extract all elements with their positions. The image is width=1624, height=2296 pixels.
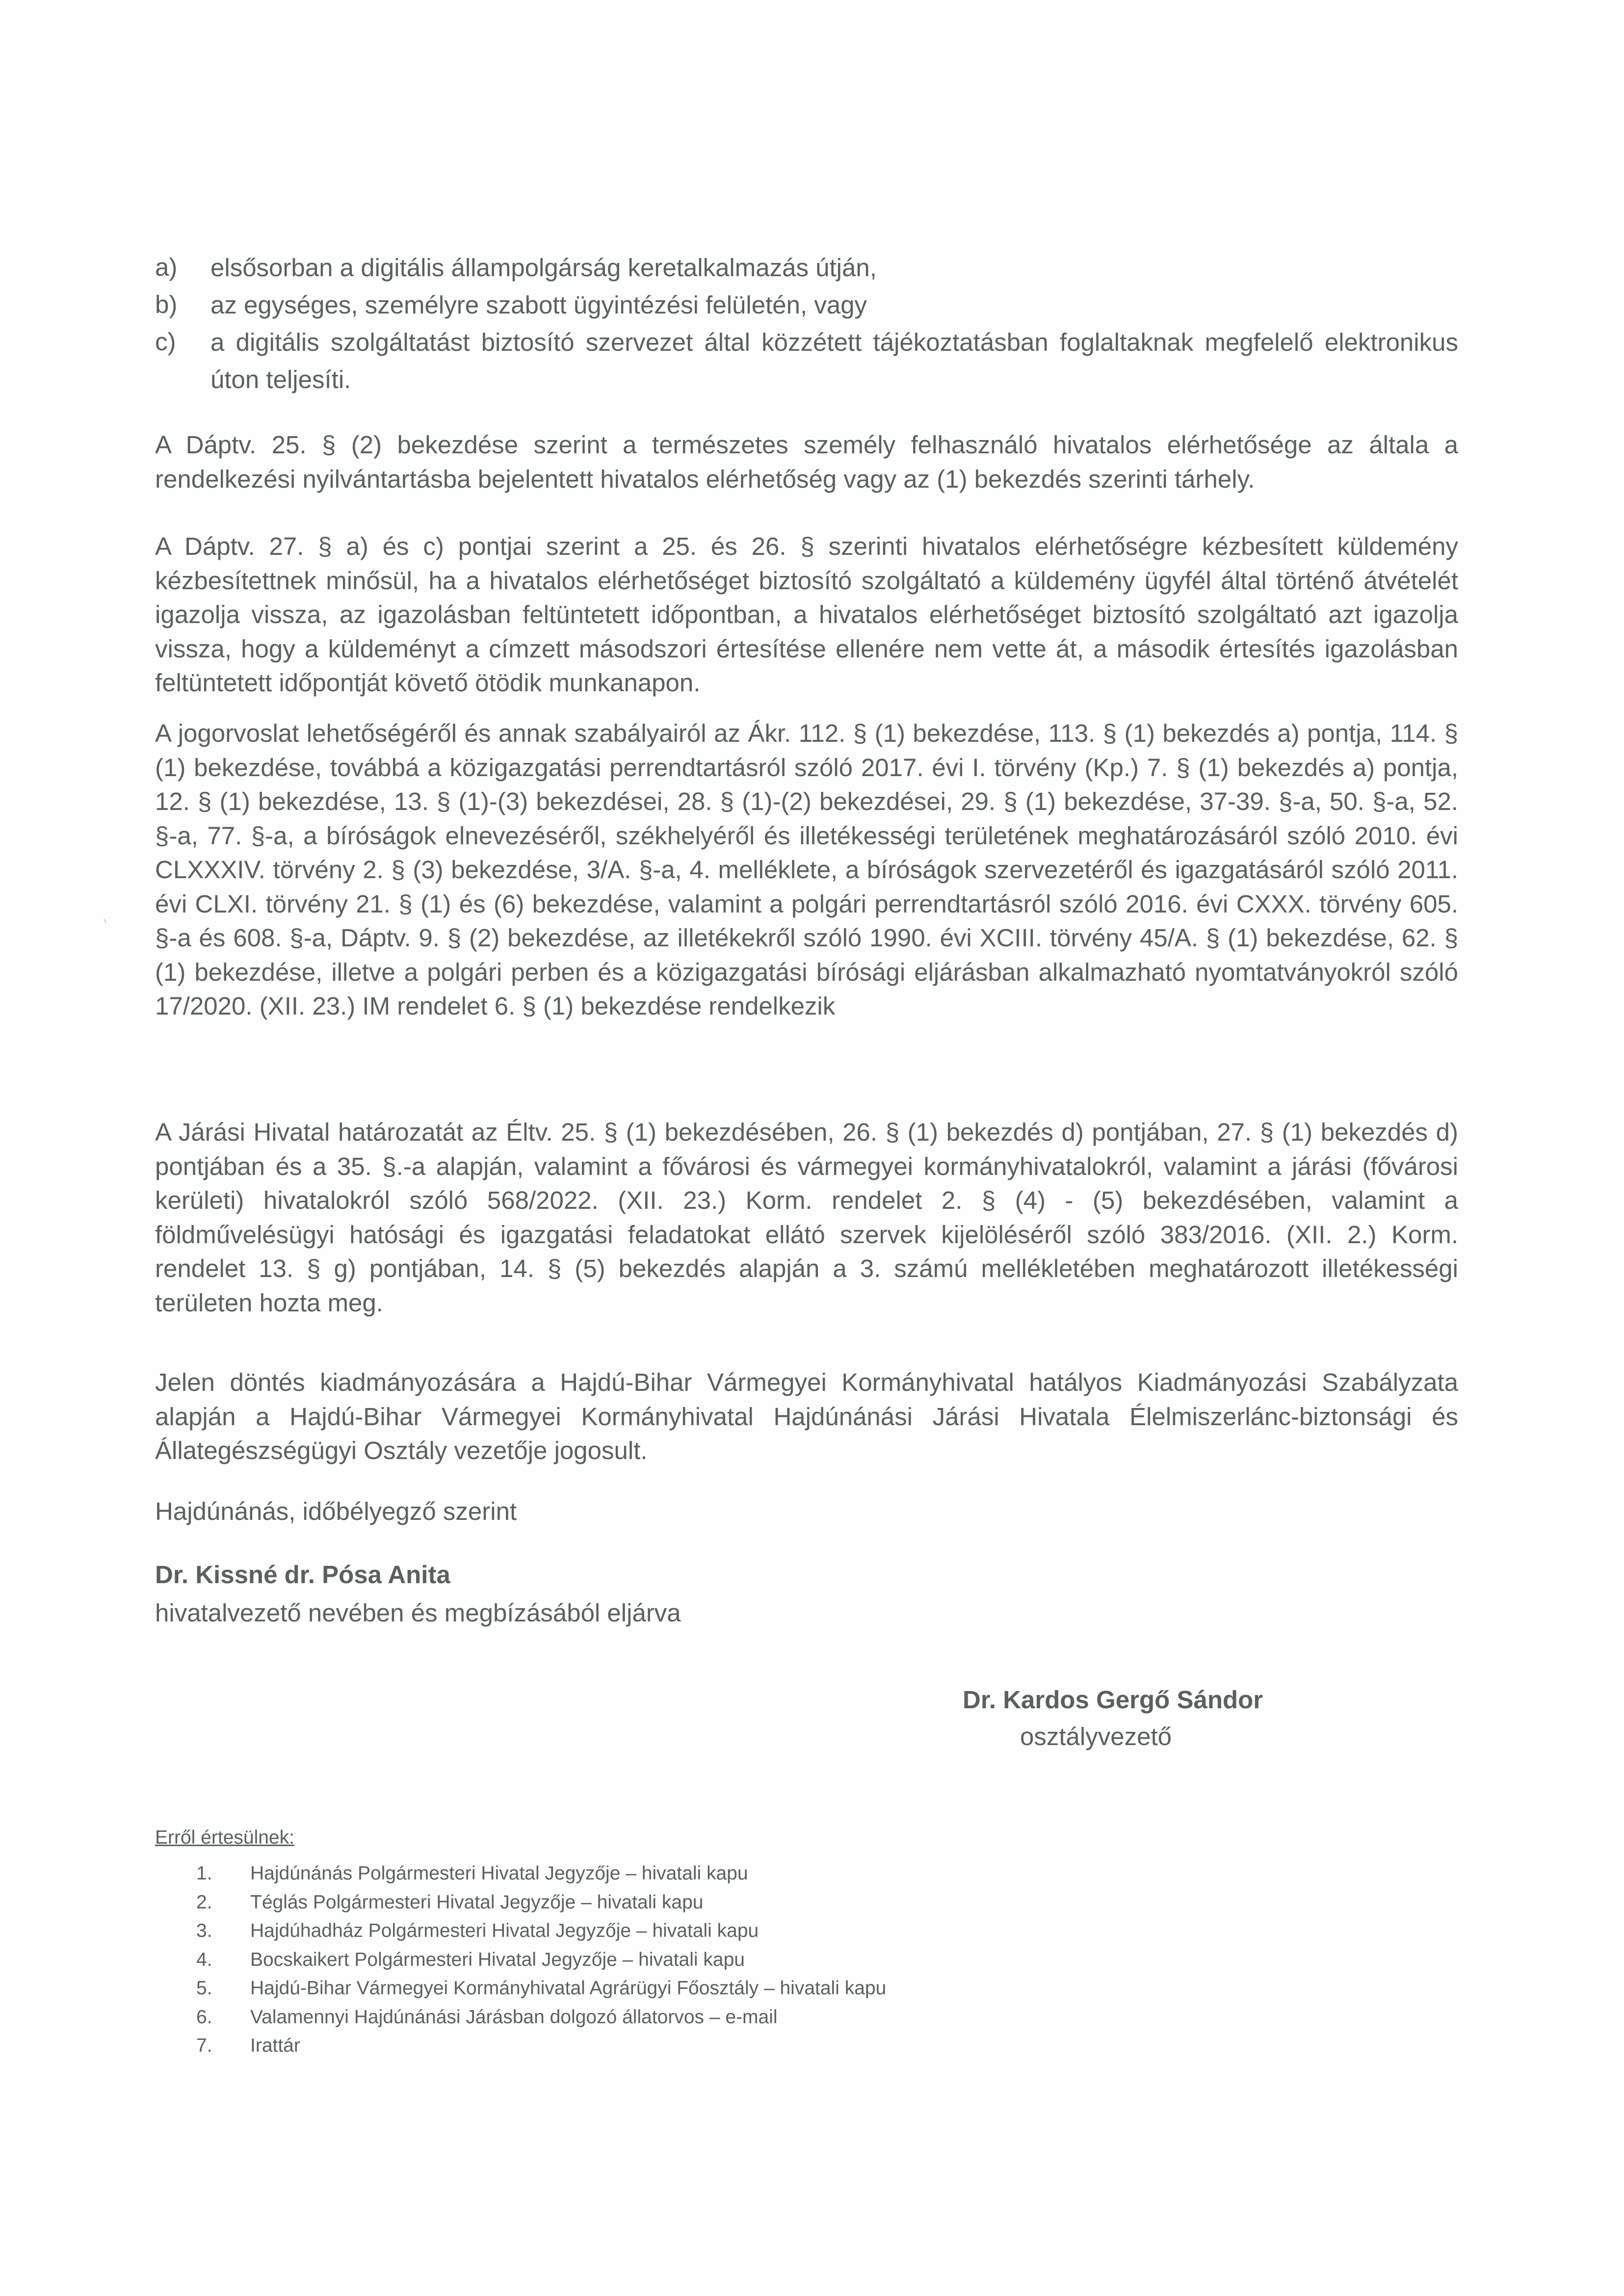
paragraph-daptv-27: A Dáptv. 27. § a) és c) pontjai szerint a 25. és 26. § szerinti hivatalos elérhetőségre kézbesített küldemény kézbesítettnek minősül, ha a hivatalos elérhetőséget biztosító szolgáltató a küldemény ügyfél által történő átvételét igazolja vissza, az igazolásban feltüntetett időpontban, a hivatalos elérhetőséget biztosító szolgáltató azt igazolja vissza, hogy a küldeményt a címzett másodszori értesítése ellenére nem vette át, a második értesítés igazolásban feltüntetett időpontját követő ötödik munkanapon. [155, 532, 1458, 697]
recipient-item [196, 1974, 886, 2003]
place-date: Hajdúnánás, időbélyegző szerint [155, 1497, 517, 1525]
recipient-text: Irattár [250, 2035, 300, 2056]
list-item [155, 287, 1458, 324]
recipient-item [196, 1888, 886, 1917]
recipient-number: 1. [196, 1863, 212, 1884]
recipient-text: Valamennyi Hajdúnánási Járásban dolgozó állatorvos – e-mail [250, 2006, 778, 2028]
recipient-item [196, 1859, 886, 1888]
list-item-text: az egységes, személyre szabott ügyintézési felületén, vagy [210, 291, 867, 319]
paragraph-daptv-25: A Dáptv. 25. § (2) bekezdése szerint a természetes személy felhasználó hivatalos elérhetősége az általa a rendelkezési nyilvántartásba bejelentett hivatalos elérhetőség vagy az (1) bekezdés szerinti tárhely. [155, 431, 1458, 493]
recipient-text: Téglás Polgármesteri Hivatal Jegyzője – hivatali kapu [250, 1891, 704, 1913]
list-item [155, 249, 1458, 287]
paragraph-legal-remedy: A jogorvoslat lehetőségéről és annak szabályairól az Ákr. 112. § (1) bekezdése, 113. § (1) bekezdés a) pontja, 114. § (1) bekezdése, továbbá a közigazgatási perrendtartásról szóló 2017. évi I. törvény (Kp.) 7. § (1) bekezdés a) pontja, 12. § (1) bekezdése, 13. § (1)-(3) bekezdései, 28. § (1)-(2) bekezdései, 29. § (1) bekezdése, 37-39. §-a, 50. §-a, 52. §-a, 77. §-a, a bíróságok elnevezéséről, székhelyéről és illetékességi területének meghatározásáról szóló 2010. évi CLXXXIV. törvény 2. § (3) bekezdése, 3/A. §-a, 4. melléklete, a bíróságok szervezetéről és igazgatásáról szóló 2011. évi CLXI. törvény 21. § (1) és (6) bekezdése, valamint a polgári perrendtartásról szóló 2016. évi CXXX. törvény 605. §-a és 608. §-a, Dáptv. 9. § (2) bekezdése, az illetékekről szóló 1990. évi XCIII. törvény 45/A. § (1) bekezdése, 62. § (1) bekezdése, illetve a polgári perben és a közigazgatási bírósági eljárásban alkalmazható nyomtatványokról szóló 17/2020. (XII. 23.) IM rendelet 6. § (1) bekezdése rendelkezik [155, 719, 1458, 1020]
paragraph-district-office: A Járási Hivatal határozatát az Éltv. 25. § (1) bekezdésében, 26. § (1) bekezdés d) pontjában, 27. § (1) bekezdés d) pontjában és a 35. §.-a alapján, valamint a fővárosi és vármegyei kormányhivatalokról, valamint a járási (fővárosi kerületi) hivatalokról szóló 568/2022. (XII. 23.) Korm. rendelet 2. § (4) - (5) bekezdésében, valamint a földművelésügyi hatósági és igazgatási feladatokat ellátó szervek kijelöléséről szóló 383/2016. (XII. 2.) Korm. rendelet 13. § g) pontjában, 14. § (5) bekezdés alapján a 3. számú mellékletében meghatározott illetékességi területen hozta meg. [155, 1118, 1458, 1317]
signatory-right-name: Dr. Kardos Gergő Sándor [963, 1686, 1263, 1714]
list-marker: a) [155, 253, 178, 281]
recipient-item [196, 1917, 886, 1946]
recipient-item [196, 2032, 886, 2061]
recipient-item [196, 1946, 886, 1975]
list-marker: b) [155, 290, 178, 318]
recipient-number: 6. [196, 2006, 212, 2028]
scan-speck [104, 919, 107, 923]
recipients-title: Erről értesülnek: [155, 1827, 294, 1848]
delivery-methods-list [155, 249, 1458, 398]
paragraph-signing-authority: Jelen döntés kiadmányozására a Hajdú-Bihar Vármegyei Kormányhivatal hatályos Kiadmányozási Szabályzata alapján a Hajdú-Bihar Vármegyei Kormányhivatal Hajdúnánási Járási Hivatala Élelmiszerlánc-biztonsági és Állategészségügyi Osztály vezetője jogosult. [155, 1368, 1458, 1464]
recipient-number: 2. [196, 1891, 212, 1913]
recipient-text: Hajdúnánás Polgármesteri Hivatal Jegyzője – hivatali kapu [250, 1863, 748, 1884]
recipient-number: 4. [196, 1949, 212, 1970]
signatory-left-role: hivatalvezető nevében és megbízásából eljárva [155, 1599, 681, 1627]
recipient-text: Hajdúhadház Polgármesteri Hivatal Jegyzője – hivatali kapu [250, 1920, 759, 1941]
signatory-right-role: osztályvezető [1020, 1722, 1172, 1750]
signatory-left-name: Dr. Kissné dr. Pósa Anita [155, 1561, 450, 1589]
list-marker: c) [155, 328, 176, 356]
recipient-number: 3. [196, 1920, 212, 1941]
recipient-number: 7. [196, 2035, 212, 2056]
recipient-item [196, 2003, 886, 2032]
recipient-text: Bocskaikert Polgármesteri Hivatal Jegyzője – hivatali kapu [250, 1949, 745, 1970]
recipient-number: 5. [196, 1978, 212, 1999]
recipients-list [196, 1859, 886, 2061]
list-item-text: elsősorban a digitális állampolgárság keretalkalmazás útján, [210, 254, 877, 282]
list-item-text: a digitális szolgáltatást biztosító szervezet által közzétett tájékoztatásban foglaltaknak megfelelő elektronikus úton teljesíti. [210, 328, 1458, 393]
recipient-text: Hajdú-Bihar Vármegyei Kormányhivatal Agrárügyi Főosztály – hivatali kapu [250, 1978, 887, 1999]
list-item [155, 324, 1458, 398]
